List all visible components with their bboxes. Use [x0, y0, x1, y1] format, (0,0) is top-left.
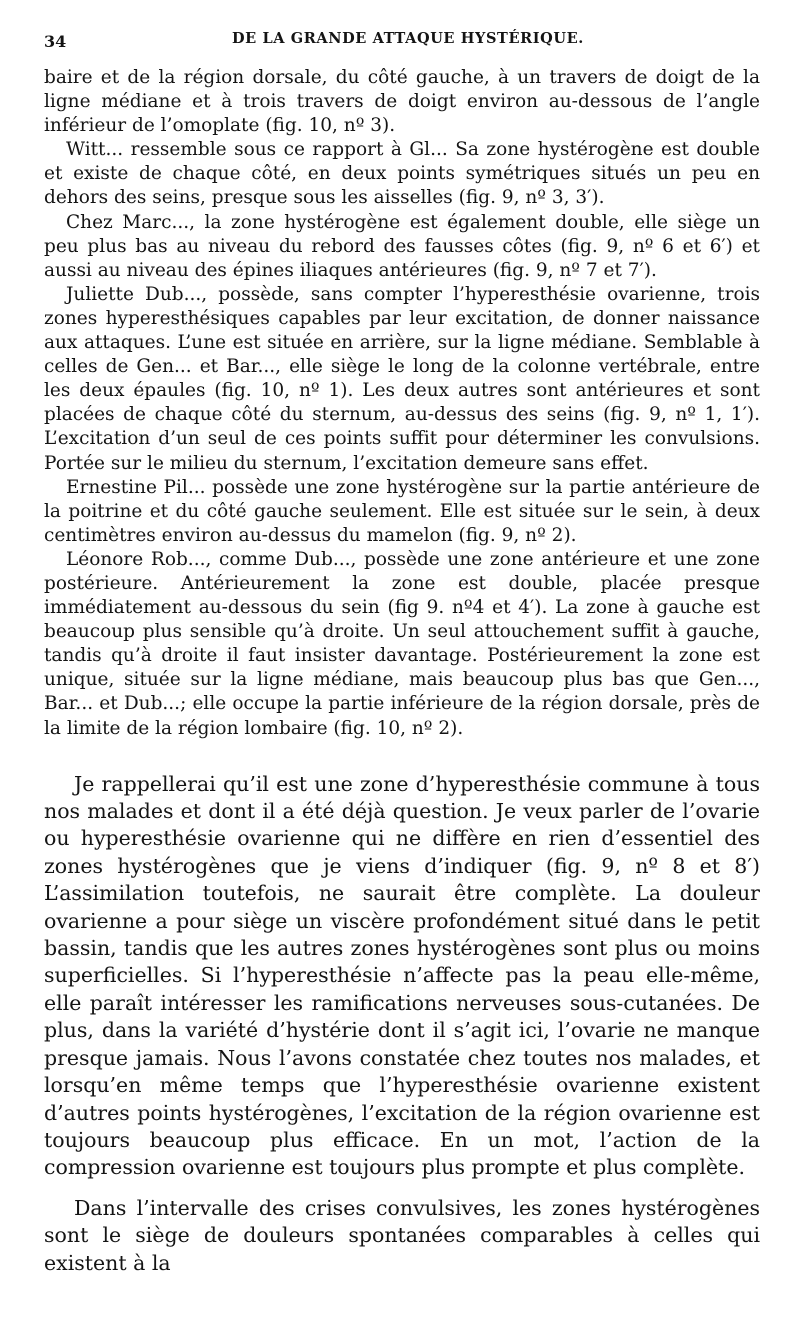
paragraph-ernestine-pil: Ernestine Pil... possède une zone hystérogène sur la partie antérieure de la poitrine et du côté gauche seulement. Elle est située sur le sein, à deux centimètres environ au-dessus du mamelon (fig. 9, nº 2). [44, 476, 760, 546]
paragraph-juliette-dub: Juliette Dub..., possède, sans compter l’hyperesthésie ovarienne, trois zones hyperesthésiques capables par leur excitation, de donner naissance aux attaques. L’une est située en arrière, sur la ligne médiane. Semblable à celles de Gen... et Bar..., elle siège le long de la colonne vertébrale, entre les deux épaules (fig. 10, nº 1). Les deux autres sont antérieures et sont placées de chaque côté du sternum, au-dessus des seins (fig. 9, nº 1, 1′). L’excitation d’un seul de ces points suffit pour déterminer les convulsions. Portée sur le milieu du sternum, l’excitation demeure sans effet. [44, 283, 760, 474]
main-text-section [44, 771, 760, 1277]
paragraph-marc: Chez Marc..., la zone hystérogène est également double, elle siège un peu plus bas au niveau du rebord des fausses côtes (fig. 9, nº 6 et 6′) et aussi au niveau des épines iliaques antérieures (fig. 9, nº 7 et 7′). [44, 211, 760, 281]
case-notes-section [44, 66, 760, 741]
running-title: DE LA GRANDE ATTAQUE HYSTÉRIQUE. [232, 30, 584, 47]
page-number: 34 [44, 32, 67, 51]
paragraph-continuation: baire et de la région dorsale, du côté gauche, à un travers de doigt de la ligne médiane et à trois travers de doigt environ au-dessous de l’angle inférieur de l’omoplate (fig. 10, nº 3). [44, 67, 760, 137]
book-page [44, 22, 760, 1277]
page-header [44, 22, 760, 52]
paragraph-witt: Witt... ressemble sous ce rapport à Gl... Sa zone hystérogène est double et existe de chaque côté, en deux points symétriques situés un peu en dehors des seins, presque sous les aisselles (fig. 9, nº 3, 3′). [44, 139, 760, 209]
paragraph-ovarie: Je rappellerai qu’il est une zone d’hyperesthésie commune à tous nos malades et dont il a été déjà question. Je veux parler de l’ovarie ou hyperesthésie ovarienne qui ne diffère en rien d’essentiel des zones hystérogènes que je viens d’indiquer (fig. 9, nº 8 et 8′) L’assimilation toutefois, ne saurait être complète. La douleur ovarienne a pour siège un viscère profondément situé dans le petit bassin, tandis que les autres zones hystérogènes sont plus ou moins superficielles. Si l’hyperesthésie n’affecte pas la peau elle-même, elle paraît intéresser les ramifications nerveuses sous-cutanées. De plus, dans la variété d’hystérie dont il s’agit ici, l’ovarie ne manque presque jamais. Nous l’avons constatée chez toutes nos malades, et lorsqu’en même temps que l’hyperesthésie ovarienne existent d’autres points hystérogènes, l’excitation de la région ovarienne est toujours beaucoup plus efficace. En un mot, l’action de la compression ovarienne est toujours plus prompte et plus complète. [44, 771, 760, 1180]
paragraph-intervalle: Dans l’intervalle des crises convulsives, les zones hystérogènes sont le siège de douleurs spontanées comparables à celles qui existent à la [44, 1195, 760, 1275]
paragraph-leonore-rob: Léonore Rob..., comme Dub..., possède une zone antérieure et une zone postérieure. Antérieurement la zone est double, placée presque immédiatement au-dessous du sein (fig 9. nº4 et 4′). La zone à gauche est beaucoup plus sensible qu’à droite. Un seul attouchement suffit à gauche, tandis qu’à droite il faut insister davantage. Postérieurement la zone est unique, située sur la ligne médiane, mais beaucoup plus bas que Gen..., Bar... et Dub...; elle occupe la partie inférieure de la région dorsale, près de la limite de la région lombaire (fig. 10, nº 2). [44, 548, 760, 739]
